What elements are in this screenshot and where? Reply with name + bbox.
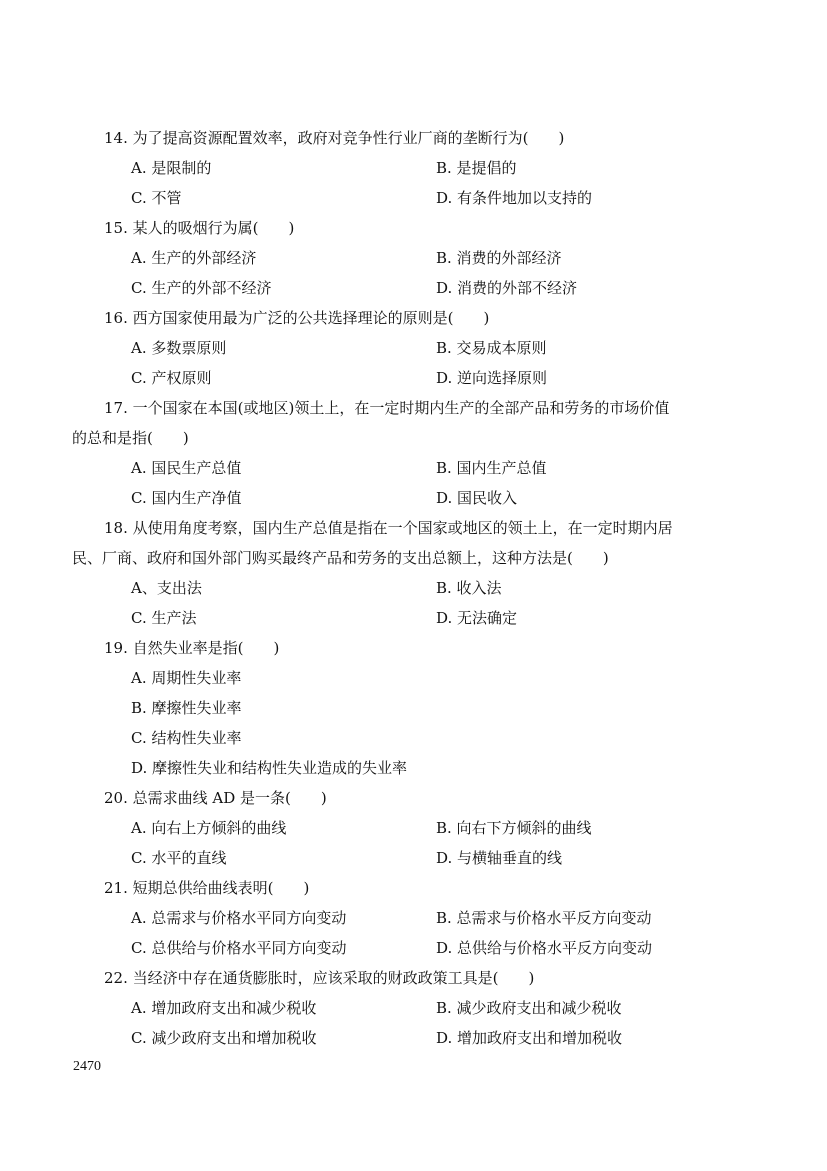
question-17-stem-continued: 的总和是指( ) — [72, 429, 189, 447]
question-19-option-a: A. 周期性失业率 — [131, 669, 242, 687]
question-19-option-c: C. 结构性失业率 — [131, 729, 242, 747]
question-21-option-a: A. 总需求与价格水平同方向变动 — [131, 909, 347, 927]
question-16-option-d: D. 逆向选择原则 — [436, 369, 548, 387]
question-14-option-b: B. 是提倡的 — [436, 159, 517, 177]
question-17-option-b: B. 国内生产总值 — [436, 459, 547, 477]
question-16-stem: 16. 西方国家使用最为广泛的公共选择理论的原则是( ) — [104, 309, 490, 327]
question-15-option-a: A. 生产的外部经济 — [131, 249, 257, 267]
question-16-option-a: A. 多数票原则 — [131, 339, 227, 357]
question-22-option-d: D. 增加政府支出和增加税收 — [436, 1029, 623, 1047]
question-21-option-c: C. 总供给与价格水平同方向变动 — [131, 939, 347, 957]
question-19-stem: 19. 自然失业率是指( ) — [104, 639, 280, 657]
question-18-stem-continued: 民、厂商、政府和国外部门购买最终产品和劳务的支出总额上，这种方法是( ) — [72, 549, 609, 567]
question-15-option-b: B. 消费的外部经济 — [436, 249, 562, 267]
question-21-stem: 21. 短期总供给曲线表明( ) — [104, 879, 310, 897]
question-17-option-d: D. 国民收入 — [436, 489, 518, 507]
question-20-option-c: C. 水平的直线 — [131, 849, 227, 867]
question-14-stem: 14. 为了提高资源配置效率，政府对竞争性行业厂商的垄断行为( ) — [104, 129, 565, 147]
question-22-option-a: A. 增加政府支出和减少税收 — [131, 999, 317, 1017]
question-14-option-c: C. 不管 — [131, 189, 182, 207]
question-17-stem: 17. 一个国家在本国(或地区)领土上，在一定时期内生产的全部产品和劳务的市场价值 — [104, 399, 670, 417]
question-18-stem: 18. 从使用角度考察，国内生产总值是指在一个国家或地区的领土上，在一定时期内居 — [104, 519, 673, 537]
question-20-option-d: D. 与横轴垂直的线 — [436, 849, 563, 867]
question-19-option-b: B. 摩擦性失业率 — [131, 699, 242, 717]
question-18-option-c: C. 生产法 — [131, 609, 197, 627]
question-22-option-b: B. 减少政府支出和减少税收 — [436, 999, 622, 1017]
question-22-stem: 22. 当经济中存在通货膨胀时，应该采取的财政政策工具是( ) — [104, 969, 535, 987]
question-15-option-d: D. 消费的外部不经济 — [436, 279, 578, 297]
question-20-option-a: A. 向右上方倾斜的曲线 — [131, 819, 287, 837]
question-22-option-c: C. 减少政府支出和增加税收 — [131, 1029, 317, 1047]
question-16-option-c: C. 产权原则 — [131, 369, 212, 387]
question-21-option-b: B. 总需求与价格水平反方向变动 — [436, 909, 652, 927]
question-20-option-b: B. 向右下方倾斜的曲线 — [436, 819, 592, 837]
question-15-option-c: C. 生产的外部不经济 — [131, 279, 272, 297]
question-18-option-b: B. 收入法 — [436, 579, 502, 597]
question-14-option-a: A. 是限制的 — [131, 159, 212, 177]
question-20-stem: 20. 总需求曲线 AD 是一条( ) — [104, 789, 327, 807]
question-15-stem: 15. 某人的吸烟行为属( ) — [104, 219, 295, 237]
question-17-option-c: C. 国内生产净值 — [131, 489, 242, 507]
question-16-option-b: B. 交易成本原则 — [436, 339, 547, 357]
question-18-option-d: D. 无法确定 — [436, 609, 518, 627]
page-code: 2470 — [73, 1059, 101, 1074]
question-17-option-a: A. 国民生产总值 — [131, 459, 242, 477]
question-19-option-d: D. 摩擦性失业和结构性失业造成的失业率 — [131, 759, 408, 777]
question-18-option-a: A、支出法 — [131, 579, 202, 597]
question-21-option-d: D. 总供给与价格水平反方向变动 — [436, 939, 653, 957]
question-14-option-d: D. 有条件地加以支持的 — [436, 189, 593, 207]
